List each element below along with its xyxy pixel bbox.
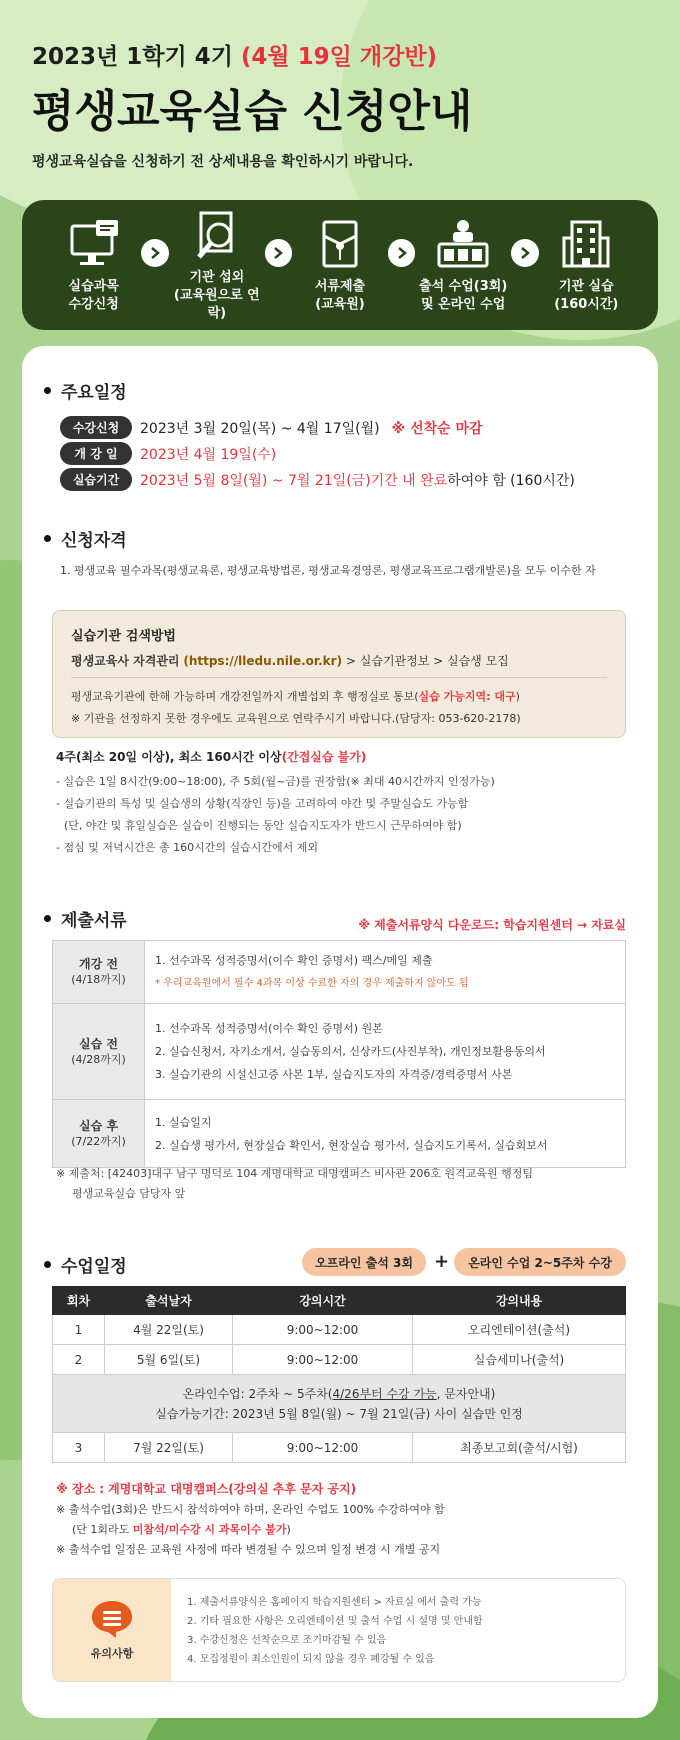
- notice-label-panel: [53, 1579, 171, 1681]
- table-cell: 9:00~12:00: [233, 1345, 413, 1375]
- step-institution-contact: [169, 207, 264, 323]
- rule-line: - 실습기관의 특성 및 실습생의 상황(직장인 등)을 고려하여 야간 및 주말실습도 가능함: [56, 797, 469, 810]
- download-link[interactable]: ※ 제출서류양식 다운로드: 학습지원센터 → 자료실: [358, 918, 626, 932]
- schedule-tag: 수강신청: [60, 416, 132, 439]
- schedule-date: 2023년 4월 19일(수): [140, 446, 277, 463]
- table-row: [53, 941, 626, 1004]
- lecture-icon: [435, 216, 491, 272]
- plus-sign: +: [434, 1251, 450, 1272]
- table-row: [53, 1100, 626, 1168]
- section-title-classes: 수업일정: [44, 1252, 127, 1277]
- table-cell: 1. 선수과목 성적증명서(이수 확인 증명서) 팩스/메일 제출 * 우리교육원에서 필수 4과목 이상 수료한 자의 경우 제출하지 않아도 됨: [145, 941, 626, 1004]
- class-schedule-table: [52, 1286, 626, 1463]
- step-attendance-class: [415, 216, 510, 314]
- chevron-right-icon: [141, 239, 169, 267]
- rules-head: 4주(최소 20일 이상), 최소 160시간 이상(간접실습 불가): [56, 750, 367, 764]
- table-cell: 1. 선수과목 성적증명서(이수 확인 증명서) 원본 2. 실습신청서, 자기소개서, 실습동의서, 신상카드(사진부착), 개인정보활용동의서 3. 실습기관의 시설신고증 사본 1부, 실습지도자의 자격증/경력증명서 사본: [145, 1004, 626, 1100]
- table-cell: 오리엔테이션(출석): [413, 1315, 626, 1345]
- bullet-dot: [44, 1261, 51, 1268]
- schedule-row: [60, 442, 276, 465]
- table-cell: 7월 22일(토): [105, 1433, 233, 1463]
- search-path: 평생교육사 자격관리 (https://lledu.nile.or.kr) > 실습기관정보 > 실습생 모집: [71, 654, 509, 668]
- offline-class-badge: 오프라인 출석 3회: [302, 1248, 426, 1276]
- schedule-tag: 개 강 일: [60, 442, 132, 465]
- table-cell: 2: [53, 1345, 105, 1375]
- table-cell: 실습세미나(출석): [413, 1345, 626, 1375]
- page-header: [32, 38, 472, 171]
- schedule-row: [60, 468, 575, 491]
- building-icon: [558, 216, 614, 272]
- notice-item: 2. 기타 필요한 사항은 오리엔테이션 및 출석 수업 시 설명 및 안내함: [187, 1616, 483, 1627]
- step-label: 실습과목 수강신청: [68, 279, 119, 312]
- document-envelope-icon: [312, 216, 368, 272]
- online-class-cell: 온라인수업: 2주차 ~ 5주차(4/26부터 수강 가능, 문자안내) 실습가능기간: 2023년 5월 8일(월) ~ 7월 21일(금) 사이 실습만 인정: [53, 1375, 626, 1433]
- table-cell: 9:00~12:00: [233, 1433, 413, 1463]
- site-link[interactable]: (https://lledu.nile.or.kr): [183, 654, 343, 668]
- notice-item: 1. 제출서류양식은 홈페이지 학습지원센터 > 자료실 에서 출력 가능: [187, 1597, 482, 1608]
- rule-line: - 실습은 1일 8시간(9:00~18:00), 주 5회(월~금)를 권장함(※ 최대 40시간까지 인정가능): [56, 775, 495, 788]
- venue-note: (단 1회라도 미참석/미수강 시 과목이수 불가): [72, 1523, 291, 1536]
- step-label: 서류제출 (교육원): [314, 279, 366, 312]
- step-label: 기관 실습 (160시간): [554, 279, 619, 312]
- chevron-right-icon: [388, 239, 416, 267]
- column-header: 출석날자: [105, 1287, 233, 1315]
- notice-item: 4. 모집정원이 최소인원이 되지 않을 경우 폐강될 수 있음: [187, 1654, 435, 1665]
- table-row: [53, 1345, 626, 1375]
- table-head-cell: 개강 전 (4/18까지): [53, 941, 145, 1004]
- table-cell: 5월 6일(토): [105, 1345, 233, 1375]
- step-course-registration: [46, 216, 141, 314]
- magnifier-icon: [189, 207, 245, 263]
- table-cell: 3: [53, 1433, 105, 1463]
- bullet-dot: [44, 535, 51, 542]
- computer-icon: [66, 216, 122, 272]
- bullet-dot: [44, 915, 51, 922]
- online-class-badge: 온라인 수업 2~5주차 수강: [454, 1248, 626, 1276]
- schedule-row: [60, 416, 483, 439]
- notice-label: 유의사항: [90, 1647, 134, 1660]
- table-cell: 1: [53, 1315, 105, 1345]
- page-subtitle: 2023년 1학기 4기 (4월 19일 개강반): [32, 44, 438, 70]
- table-cell: 최종보고회(출석/시험): [413, 1433, 626, 1463]
- schedule-note: ※ 선착순 마감: [391, 420, 483, 437]
- column-header: 강의시간: [233, 1287, 413, 1315]
- notice-box: [52, 1578, 626, 1682]
- table-row: [53, 1375, 626, 1433]
- table-row: [53, 1004, 626, 1100]
- table-header-row: [53, 1287, 626, 1315]
- venue-note: ※ 출석수업 일정은 교육원 사정에 따라 변경될 수 있으며 일정 변경 시 개별 공지: [56, 1543, 441, 1556]
- documents-table: [52, 940, 626, 1168]
- section-title-qualification: 신청자격: [44, 526, 127, 551]
- qualification-text: 1. 평생교육 필수과목(평생교육론, 평생교육방법론, 평생교육경영론, 평생교육프로그램개발론)을 모두 이수한 자: [60, 564, 596, 577]
- search-note: 평생교육기관에 한해 가능하며 개강전일까지 개별섭외 후 행정실로 통보(실습 가능지역: 대구): [71, 690, 520, 703]
- column-header: 회차: [53, 1287, 105, 1315]
- step-institution-practice: [539, 216, 634, 314]
- rule-line: (단, 야간 및 휴일실습은 실습이 진행되는 동안 실습지도자가 반드시 근무하여야 함): [64, 819, 462, 832]
- venue-note: ※ 출석수업(3회)은 반드시 참석하여야 하며, 온라인 수업도 100% 수강하여야 함: [56, 1503, 445, 1516]
- chevron-right-icon: [511, 239, 539, 267]
- schedule-date: 2023년 3월 20일(목) ~ 4월 17일(월): [140, 420, 380, 437]
- chat-bubble-icon: [90, 1599, 134, 1639]
- institution-search-box: [52, 610, 626, 738]
- table-cell: 9:00~12:00: [233, 1315, 413, 1345]
- practice-rules: [56, 748, 626, 859]
- table-cell: 4월 22일(토): [105, 1315, 233, 1345]
- table-row: [53, 1315, 626, 1345]
- page-title: 평생교육실습 신청안내: [32, 86, 473, 137]
- divider: [71, 677, 607, 678]
- bullet-dot: [44, 387, 51, 394]
- table-row: [53, 1433, 626, 1463]
- section-title-schedule: 주요일정: [44, 378, 127, 403]
- step-document-submission: [292, 216, 387, 314]
- section-title-documents: 제출서류: [44, 906, 127, 931]
- step-label: 출석 수업(3회) 및 온라인 수업: [419, 279, 508, 312]
- notice-list: [171, 1579, 499, 1681]
- submission-address: ※ 제출처: [42403]대구 남구 명덕로 104 계명대학교 대명캠퍼스 비사관 206호 원격교육원 행정팀 평생교육실습 담당자 앞: [56, 1167, 533, 1200]
- venue-text: ※ 장소 : 계명대학교 대명캠퍼스(강의실 추후 문자 공지): [56, 1482, 357, 1496]
- notice-item: 3. 수강신청은 선착순으로 조기마감될 수 있음: [187, 1635, 387, 1646]
- schedule-suffix: 하여야 함 (160시간): [447, 472, 575, 489]
- rule-line: - 점심 및 저녁시간은 총 160시간의 실습시간에서 제외: [56, 841, 318, 854]
- page-description: 평생교육실습을 신청하기 전 상세내용을 확인하시기 바랍니다.: [32, 154, 414, 170]
- process-steps: [22, 200, 658, 330]
- chevron-right-icon: [265, 239, 293, 267]
- content-card: [22, 346, 658, 1718]
- column-header: 강의내용: [413, 1287, 626, 1315]
- class-venue-info: [56, 1478, 626, 1560]
- table-cell: 1. 실습일지 2. 실습생 평가서, 현장실습 확인서, 현장실습 평가서, 실습지도기록서, 실습회보서: [145, 1100, 626, 1168]
- search-note: ※ 기관을 선정하지 못한 경우에도 교육원으로 연락주시기 바랍니다.(담당자: 053-620-2178): [71, 712, 521, 725]
- table-head-cell: 실습 후 (7/22까지): [53, 1100, 145, 1168]
- step-label: 기관 섭외 (교육원으로 연락): [173, 270, 260, 321]
- schedule-date: 2023년 5월 8일(월) ~ 7월 21일(금)기간 내 완료: [140, 472, 448, 489]
- table-head-cell: 실습 전 (4/28까지): [53, 1004, 145, 1100]
- schedule-tag: 실습기간: [60, 468, 132, 491]
- search-box-title: 실습기관 검색방법: [71, 629, 176, 644]
